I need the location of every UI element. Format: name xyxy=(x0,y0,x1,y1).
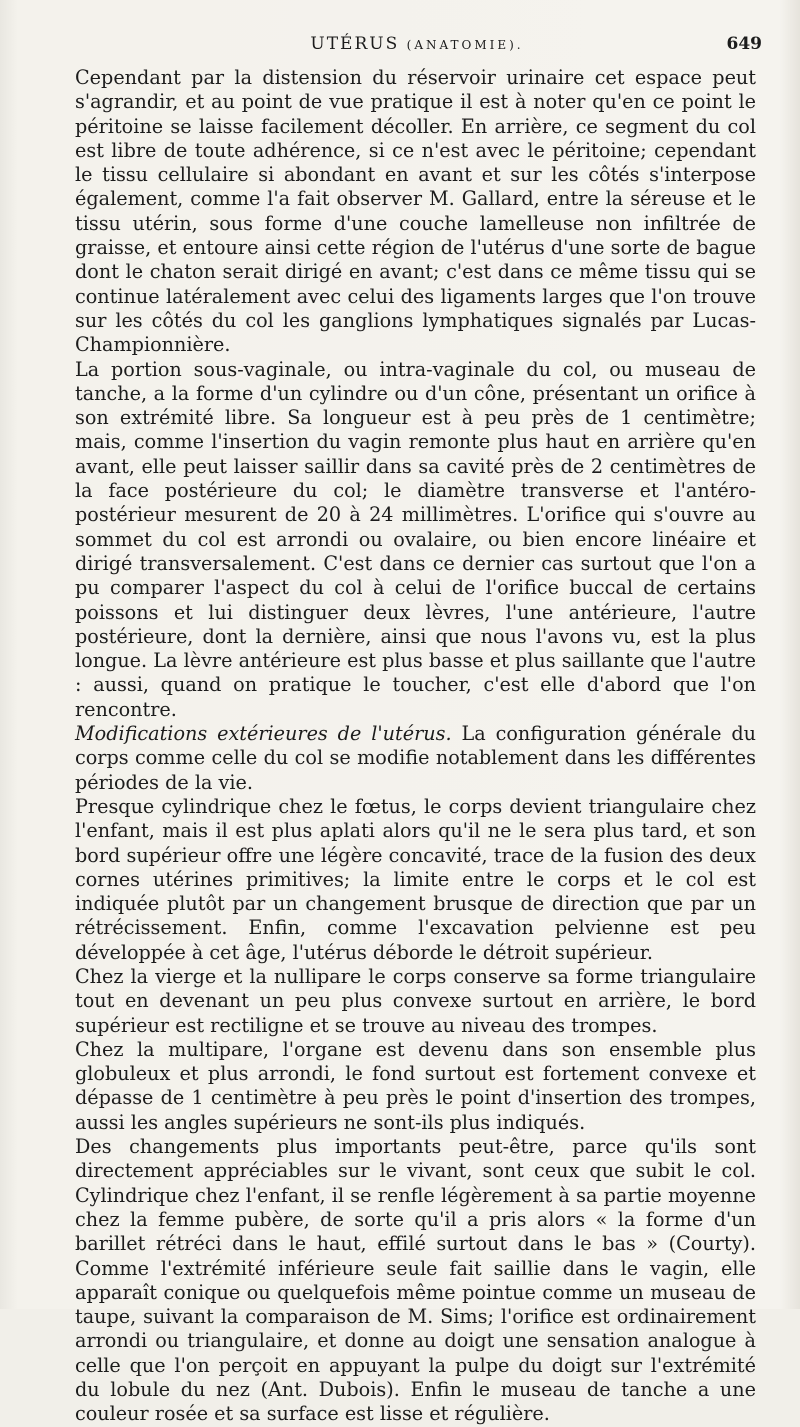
paragraph-text: La configuration générale du corps comme celle du col se modifie notablement dans les différentes périodes de la vie. xyxy=(75,722,756,794)
section-heading-italic: Modifications extérieures de l'utérus. xyxy=(75,722,452,746)
running-title-subtitle: (ANATOMIE). xyxy=(406,38,524,52)
paragraph-multipare xyxy=(75,1038,756,1135)
page-number: 649 xyxy=(726,34,762,54)
paragraph-text: Chez la vierge et la nullipare le corps conserve sa forme triangulaire tout en devenant un peu plus convexe surtout en arrière, le bord supérieur est rectiligne et se trouve au niveau des trompes. xyxy=(75,964,756,1037)
paragraph-text: Des changements plus importants peut-être, parce qu'ils sont directement appréciables sur le vivant, sont ceux que subit le col. Cylindrique chez l'enfant, il se renfle légèrement à sa partie moyenne chez la femme pubère, de sorte qu'il a pris alors « la forme d'un barillet rétréci dans le haut, effilé surtout dans le bas » (Courty). Comme l'extrémité inférieure seule fait saillie dans le vagin, elle apparaît conique ou quelquefois même pointue comme un museau de taupe, suivant la comparaison de M. Sims; l'orifice est ordinairement arrondi ou triangulaire, et donne au doigt une sensation analogue à celle que l'on perçoit en appuyant la pulpe du doigt sur l'extrémité du lobule du nez (Ant. Dubois). Enfin le museau de tanche a une couleur rosée et sa surface est lisse et régulière. xyxy=(75,1135,756,1426)
paragraph-foetus xyxy=(75,795,756,965)
paragraph-portion-sous-vaginale xyxy=(75,358,756,722)
running-head xyxy=(72,34,762,58)
paragraph-text: Chez la multipare, l'organe est devenu dans son ensemble plus globuleux et plus arrondi, le fond surtout est fortement convexe et dépasse de 1 centimètre à peu près le point d'insertion des trompes, aussi les angles supérieurs ne sont-ils plus indiqués. xyxy=(75,1037,756,1134)
paragraph-text: Presque cylindrique chez le fœtus, le corps devient triangulaire chez l'enfant, mais il est plus aplati alors qu'il ne le sera plus tard, et son bord supérieur offre une légère concavité, trace de la fusion des deux cornes utérines primitives; la limite entre le corps et le col est indiquée plutôt par un changement brusque de direction que par un rétrécissement. Enfin, comme l'excavation pelvienne est peu développée à cet âge, l'utérus déborde le détroit supérieur. xyxy=(75,794,756,964)
paragraph-text: Cependant par la distension du réservoir urinaire cet espace peut s'agrandir, et au point de vue pratique il est à noter qu'en ce point le péritoine se laisse facilement décoller. En arrière, ce segment du col est libre de toute adhérence, si ce n'est avec le péritoine; cependant le tissu cellulaire si abondant en avant et sur les côtés s'interpose également, comme l'a fait observer M. Gallard, entre la séreuse et le tissu utérin, sous forme d'une couche lamelleuse non infiltrée de graisse, et entoure ainsi cette région de l'utérus d'une sorte de bague dont le chaton serait dirigé en avant; c'est dans ce même tissu qui se continue latéralement avec celui des ligaments larges que l'on trouve sur les côtés du col les ganglions lymphatiques signalés par Lucas-Championnière. xyxy=(75,66,756,357)
paragraph-col xyxy=(75,1135,756,1427)
paragraph-peritoine xyxy=(75,66,756,358)
paragraph-modifications xyxy=(75,722,756,795)
body-text xyxy=(75,66,756,1427)
paragraph-text: La portion sous-vaginale, ou intra-vaginale du col, ou museau de tanche, a la forme d'un cylindre ou d'un cône, présentant un orifice à son extrémité libre. Sa longueur est à peu près de 1 centimètre; mais, comme l'insertion du vagin remonte plus haut en arrière qu'en avant, elle peut laisser saillir dans sa cavité près de 2 centimètres de la face postérieure du col; le diamètre transverse et l'antéro-postérieur mesurent de 20 à 24 millimètres. L'orifice qui s'ouvre au sommet du col est arrondi ou ovalaire, ou bien encore linéaire et dirigé transversalement. C'est dans ce dernier cas surtout que l'on a pu comparer l'aspect du col à celui de l'orifice buccal de certains poissons et lui distinguer deux lèvres, l'une antérieure, l'autre postérieure, dont la dernière, ainsi que nous l'avons vu, est la plus longue. La lèvre antérieure est plus basse et plus saillante que l'autre : aussi, quand on pratique le toucher, c'est elle d'abord que l'on rencontre. xyxy=(75,357,756,721)
paragraph-vierge xyxy=(75,965,756,1038)
running-title xyxy=(72,34,762,54)
running-title-main: UTÉRUS xyxy=(310,34,400,54)
